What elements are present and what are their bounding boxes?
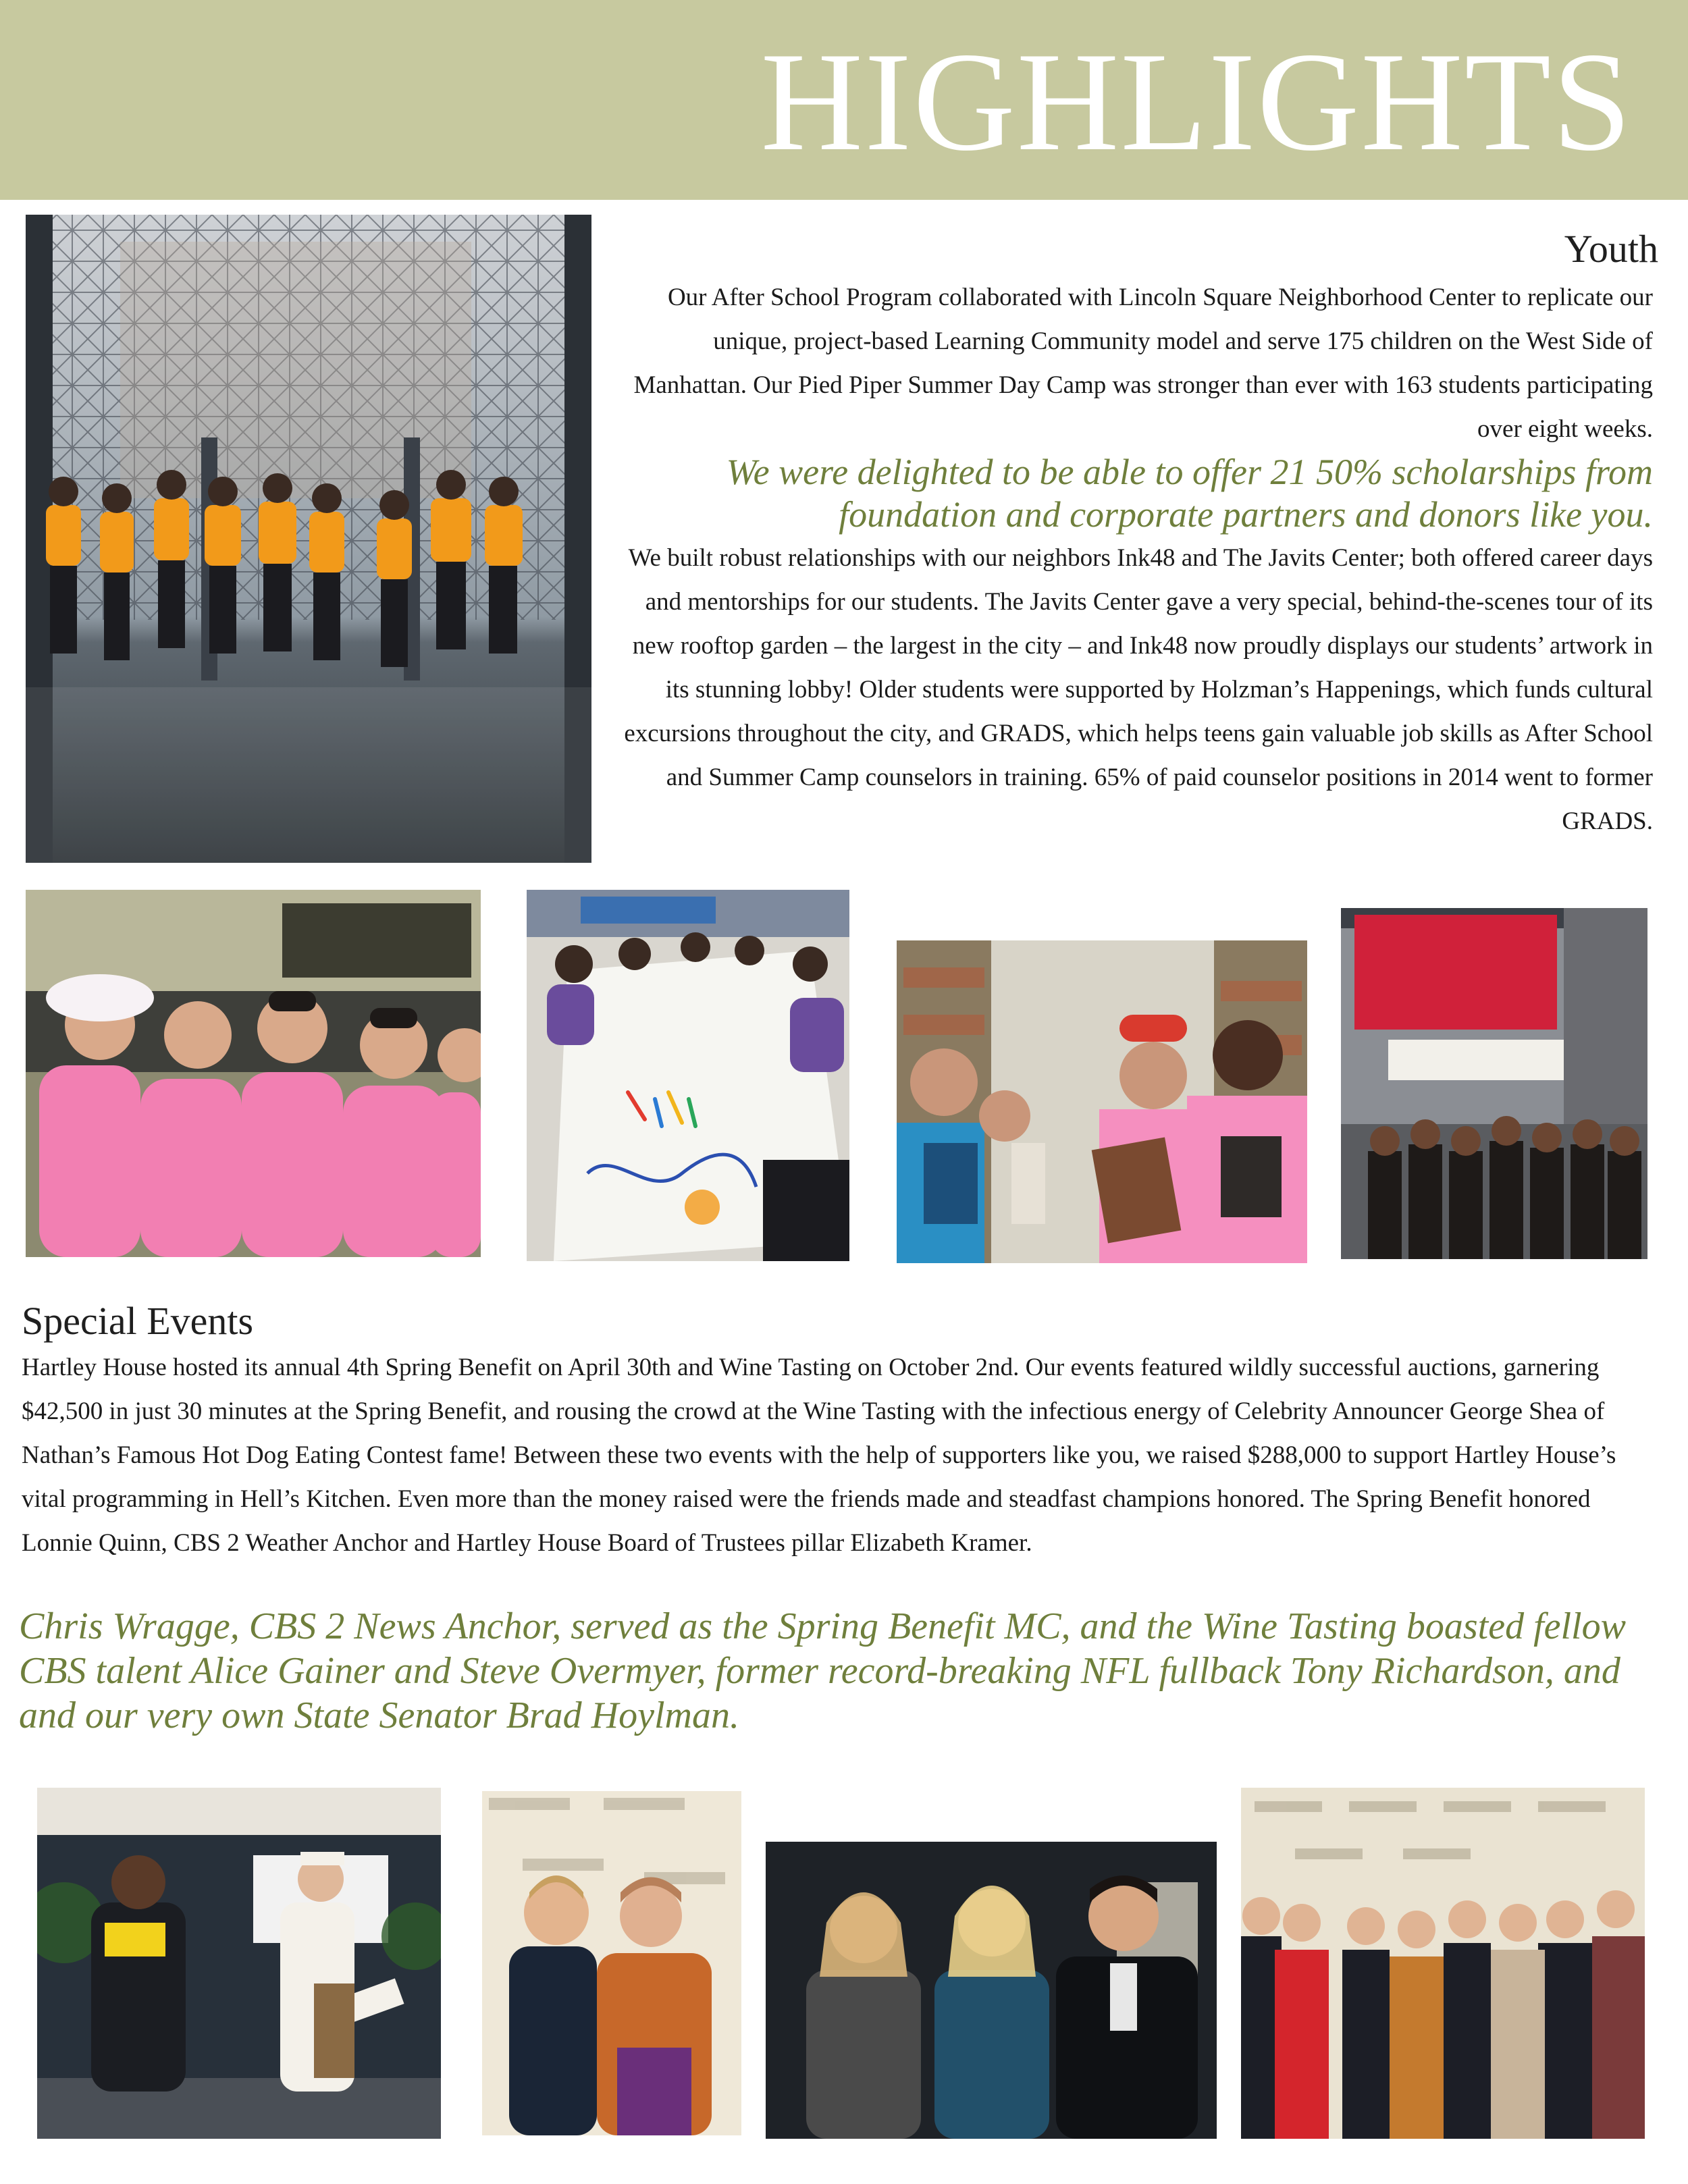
youth-heading: Youth <box>1564 227 1658 271</box>
broadway-theater-photo <box>1341 908 1647 1259</box>
youth-section <box>608 275 1653 843</box>
library-books-photo <box>897 940 1307 1263</box>
special-events-heading: Special Events <box>22 1299 254 1343</box>
art-class-photo <box>527 890 849 1261</box>
youth-paragraph-2: We built robust relationships with our neighbors Ink48 and The Javits Center; both offered career days and mentorships for our students. The Javits Center gave a very special, behind-the-scenes tour of its new rooftop garden – the largest in the city – and Ink48 now proudly displays our students’ artwork in its stunning lobby! Older students were supported by Holzman’s Happenings, which funds cultural excursions throughout the city, and GRADS, which helps teens gain valuable job skills as After School and Summer Camp counselors in training. 65% of paid counselor positions in 2014 went to former GRADS. <box>624 544 1653 835</box>
special-events-quote: Chris Wragge, CBS 2 News Anchor, served as the Spring Benefit MC, and the Wine Tasting boasted fellow CBS talent Alice Gainer and Steve Overmyer, former record-breaking NFL fullback Tony Richardson, and and our very own State Senator Brad Hoylman. <box>19 1605 1626 1736</box>
javits-center-photo <box>26 215 591 863</box>
honorees-photo <box>482 1791 741 2135</box>
board-group-photo <box>1241 1788 1645 2139</box>
cbs-talent-photo <box>766 1842 1217 2139</box>
highlights-banner <box>0 0 1688 200</box>
youth-paragraph-1: Our After School Program collaborated with Lincoln Square Neighborhood Center to replicate our unique, project-based Learning Community model and serve 175 children on the West Side of Manhattan. Our Pied Piper Summer Day Camp was stronger than ever with 163 students participating over eight weeks. <box>633 284 1653 443</box>
youth-quote: We were delighted to be able to offer 21 50% scholarships from foundation and corporate partners and donors like you. <box>726 452 1653 535</box>
subway-kids-photo <box>26 890 481 1257</box>
special-events-paragraph: Hartley House hosted its annual 4th Spring Benefit on April 30th and Wine Tasting on October 2nd. Our events featured wildly successful auctions, garnering $42,500 in just 30 minutes at the Spring Benefit, and rousing the crowd at the Wine Tasting with the infectious energy of Celebrity Announcer George Shea of Nathan’s Famous Hot Dog Eating Contest fame! Between these two events with the help of supporters like you, we raised $288,000 to support Hartley House’s vital programming in Hell’s Kitchen. Even more than the money raised were the friends made and steadfast champions honored. The Spring Benefit honored Lonnie Quinn, CBS 2 Weather Anchor and Hartley House Board of Trustees pillar Elizabeth Kramer. <box>22 1354 1616 1557</box>
auction-stage-photo <box>37 1788 441 2139</box>
page-title: HIGHLIGHTS <box>760 24 1633 180</box>
